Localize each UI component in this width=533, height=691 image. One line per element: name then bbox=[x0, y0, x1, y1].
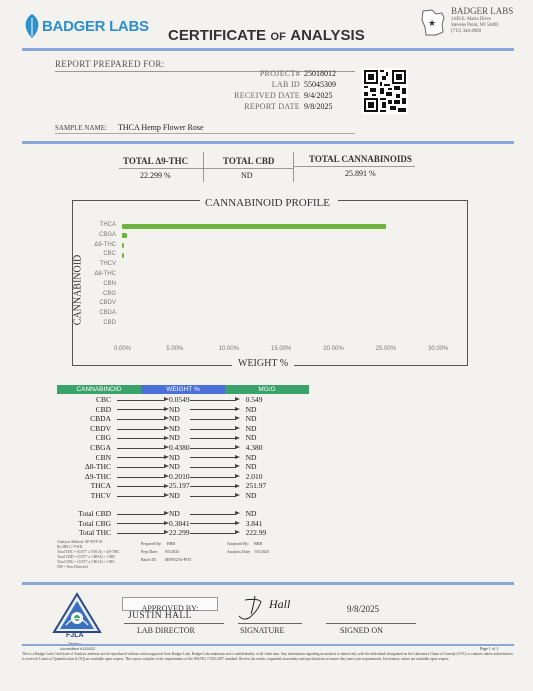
arrow-icon bbox=[117, 519, 169, 529]
chart-title: CANNABINOID PROFILE bbox=[205, 197, 330, 209]
result-row bbox=[57, 405, 296, 415]
approver-role: LAB DIRECTOR bbox=[137, 626, 195, 635]
arrow-icon bbox=[190, 491, 240, 501]
analyte-name: CBDA bbox=[90, 414, 111, 424]
result-row bbox=[57, 453, 296, 463]
bar-CBC bbox=[122, 253, 124, 258]
y-tick-label: CBD bbox=[103, 320, 116, 326]
total-thc-value: 22.299 % bbox=[140, 171, 171, 180]
arrow-icon bbox=[190, 433, 240, 443]
mg-per-gram: ND bbox=[245, 490, 257, 500]
arrow-icon bbox=[190, 443, 240, 453]
arrow-icon bbox=[190, 405, 240, 415]
weight-percent: 22.299 bbox=[169, 528, 190, 538]
sample-name-label: SAMPLE NAME: bbox=[55, 124, 107, 132]
analyte-name: CBN bbox=[95, 452, 111, 462]
analyte-name: THCA bbox=[90, 481, 111, 491]
analyte-name: Total CBD bbox=[78, 509, 111, 518]
arrow-icon bbox=[190, 453, 240, 463]
x-tick-label: 0.00% bbox=[114, 346, 132, 352]
svg-text:Hall: Hall bbox=[269, 597, 291, 611]
arrow-icon bbox=[190, 395, 240, 405]
signed-on-label: SIGNED ON bbox=[340, 626, 383, 635]
lab-id: 55045309 bbox=[304, 80, 336, 89]
arrow-icon bbox=[190, 509, 240, 519]
received-date: 9/4/2025 bbox=[304, 91, 333, 100]
table-header-weight: WEIGHT % bbox=[141, 385, 225, 394]
mg-per-gram: ND bbox=[245, 423, 257, 433]
total-row bbox=[57, 509, 296, 519]
weight-percent: ND bbox=[169, 462, 180, 472]
total-row bbox=[57, 528, 296, 538]
svg-text:★: ★ bbox=[428, 18, 437, 28]
method-notes: Analysis Method: SP-POT-03 By HPLC-VWD Total THC = (0.877 x THCA) + Δ9-THC Total CBD = (0.877 x CBDA) + CBD Total CBG = (0.877 x CBGA) + CBG ND = Non Detected bbox=[57, 540, 120, 569]
y-tick-label: CBC bbox=[103, 251, 116, 258]
result-row bbox=[57, 433, 296, 443]
total-thc-label: TOTAL Δ9-THC bbox=[123, 156, 189, 166]
arrow-icon bbox=[117, 453, 169, 463]
arrow-icon bbox=[117, 433, 169, 443]
results-totals bbox=[57, 509, 296, 538]
arrow-icon bbox=[117, 395, 169, 405]
arrow-icon bbox=[117, 509, 169, 519]
document-title: CERTIFICATE OF ANALYSIS bbox=[168, 27, 365, 44]
approver-name: JUSTIN HALL bbox=[128, 611, 192, 621]
address-line-2: Stevens Point, WI 54481 bbox=[451, 23, 499, 28]
y-tick-label: CBN bbox=[103, 280, 116, 287]
weight-percent: ND bbox=[169, 490, 180, 500]
result-row bbox=[57, 424, 296, 434]
x-tick-label: 5.00% bbox=[166, 346, 184, 352]
analyte-name: CBGA bbox=[90, 442, 111, 452]
weight-percent: ND bbox=[169, 433, 180, 443]
x-tick-label: 30.00% bbox=[428, 346, 449, 352]
weight-percent: ND bbox=[169, 414, 180, 424]
bar-THCA bbox=[122, 224, 386, 229]
table-header-mgg: MG/G bbox=[225, 385, 309, 394]
table-header-cannabinoid: CANNABINOID bbox=[57, 385, 141, 394]
total-cbd-label: TOTAL CBD bbox=[223, 156, 275, 166]
result-row bbox=[57, 462, 296, 472]
total-cannabinoids-value: 25.891 % bbox=[345, 169, 376, 178]
signature-label: SIGNATURE bbox=[240, 626, 285, 635]
arrow-icon bbox=[117, 443, 169, 453]
arrow-icon bbox=[190, 424, 240, 434]
weight-percent: ND bbox=[169, 404, 180, 414]
arrow-icon bbox=[190, 472, 240, 482]
mg-per-gram: 251.97 bbox=[245, 481, 267, 491]
analyte-name: CBG bbox=[95, 433, 111, 443]
approved-by-box: APPROVED BY: bbox=[122, 597, 218, 611]
sample-name: THCA Hemp Flower Rose bbox=[118, 123, 204, 132]
mg-per-gram: 2.010 bbox=[245, 471, 263, 481]
mg-per-gram: ND bbox=[245, 462, 257, 472]
result-row bbox=[57, 481, 296, 491]
mg-per-gram: ND bbox=[245, 452, 257, 462]
arrow-icon bbox=[190, 414, 240, 424]
mg-per-gram: 3.841 bbox=[245, 518, 263, 528]
arrow-icon bbox=[117, 472, 169, 482]
fjla-sub2: Accredited #115022 bbox=[60, 646, 96, 651]
bar-Δ9-THC bbox=[122, 243, 124, 248]
y-tick-label: THCV bbox=[99, 261, 116, 268]
arrow-icon bbox=[117, 491, 169, 501]
weight-percent: 0.3841 bbox=[169, 518, 190, 528]
arrow-icon bbox=[117, 424, 169, 434]
report-info: PROJECT# 25018012 LAB ID 55045309 RECEIVED DATE 9/4/2025 REPORT DATE 9/8/2025 bbox=[234, 69, 336, 111]
address-line-1: 1436 E. Maria Drive bbox=[451, 17, 491, 22]
footer-divider bbox=[22, 644, 514, 646]
y-tick-label: CBDV bbox=[99, 300, 116, 307]
y-tick-label: CBDA bbox=[99, 310, 116, 317]
y-tick-label: CBGA bbox=[98, 231, 116, 238]
weight-percent: 0.0549 bbox=[169, 395, 190, 404]
total-row bbox=[57, 519, 296, 529]
x-tick-label: 15.00% bbox=[271, 346, 292, 352]
address-line-3: (715) 344-4900 bbox=[451, 29, 481, 34]
analyte-name: Δ8-THC bbox=[84, 462, 111, 472]
weight-percent: 25.197 bbox=[169, 481, 190, 491]
mg-per-gram: 0.549 bbox=[245, 395, 263, 404]
result-row bbox=[57, 395, 296, 405]
chart-ylabel: CANNABINOID bbox=[72, 254, 84, 326]
total-cbd-value: ND bbox=[241, 171, 253, 180]
analyte-name: Δ9-THC bbox=[84, 471, 111, 481]
chart-xlabel: WEIGHT % bbox=[232, 358, 294, 369]
weight-percent: ND bbox=[169, 423, 180, 433]
signed-date: 9/8/2025 bbox=[347, 604, 380, 614]
y-tick-label: Δ9-THC bbox=[94, 241, 116, 248]
arrow-icon bbox=[190, 462, 240, 472]
arrow-icon bbox=[117, 414, 169, 424]
analyte-name: Total THC bbox=[78, 528, 111, 538]
mg-per-gram: 4.380 bbox=[245, 442, 263, 452]
mg-per-gram: ND bbox=[245, 414, 257, 424]
arrow-icon bbox=[190, 481, 240, 491]
y-tick-label: CBG bbox=[102, 290, 116, 297]
mg-per-gram: ND bbox=[245, 509, 257, 518]
x-tick-label: 10.00% bbox=[218, 346, 240, 352]
x-tick-label: 20.00% bbox=[323, 346, 344, 352]
x-tick-label: 25.00% bbox=[375, 346, 397, 352]
result-row bbox=[57, 472, 296, 482]
results-table bbox=[57, 395, 296, 501]
report-heading: REPORT PREPARED FOR: bbox=[55, 59, 165, 69]
arrow-icon bbox=[190, 519, 240, 529]
analyte-name: CBC bbox=[95, 395, 111, 404]
analyte-name: Total CBG bbox=[78, 518, 111, 528]
analyte-name: THCV bbox=[90, 490, 111, 500]
y-tick-label: Δ8-THC bbox=[94, 271, 116, 277]
analyte-name: CBD bbox=[95, 404, 111, 414]
fjla-accreditation-logo bbox=[52, 592, 102, 636]
approval-divider bbox=[22, 582, 514, 585]
totals-rows bbox=[57, 509, 296, 538]
arrow-icon bbox=[190, 528, 240, 538]
weight-percent: ND bbox=[169, 509, 180, 518]
arrow-icon bbox=[117, 481, 169, 491]
total-cannabinoids-label: TOTAL CANNABINOIDS bbox=[309, 154, 412, 164]
prep-notes: Prepared By: BRB Prep Date: 9/5/2025 Batch ID: SEP0525A-POT bbox=[141, 541, 192, 562]
arrow-icon bbox=[117, 462, 169, 472]
arrow-icon bbox=[117, 528, 169, 538]
fjla-label: FJLA bbox=[66, 632, 84, 639]
address-brand: BADGER LABS bbox=[451, 6, 514, 16]
brand-name: BADGER LABS bbox=[42, 18, 149, 35]
analysis-notes: Analyzed By: BRB Analysis Date: 9/5/2025 bbox=[227, 541, 269, 554]
arrow-icon bbox=[117, 405, 169, 415]
footer-disclaimer: This is a Badger Labs Certificate of Analysis and may not be reproduced without written approval from Badger Labs. Badger Labs maintains strict confidentiality of all client data. Any information regarding an analysis is shared only with the individuals designated on the Laboratory Chain of Custody (COC) or contacts unless authorization is received. Limits of Quantification (LOQ) are available upon request. This report complies to the requirements of the ISO/IEC 17025:2017 standard. Review the results, expanded uncertainty and specifications to ensure they meet your requirements. Uncertainty values are available upon request. bbox=[22, 652, 513, 661]
y-tick-label: THCA bbox=[99, 222, 116, 228]
project-number: 25018012 bbox=[304, 69, 336, 78]
report-date: 9/8/2025 bbox=[304, 102, 333, 111]
signature-image bbox=[235, 594, 305, 624]
weight-percent: 0.4380 bbox=[169, 442, 190, 452]
result-row bbox=[57, 414, 296, 424]
result-row bbox=[57, 491, 296, 501]
mg-per-gram: 222.99 bbox=[245, 528, 267, 538]
analyte-name: CBDV bbox=[90, 423, 111, 433]
mg-per-gram: ND bbox=[245, 404, 257, 414]
bar-CBGA bbox=[122, 233, 127, 238]
page-number: Page 1 of 1 bbox=[480, 646, 499, 651]
mg-per-gram: ND bbox=[245, 433, 257, 443]
weight-percent: ND bbox=[169, 452, 180, 462]
result-row bbox=[57, 443, 296, 453]
results-rows bbox=[57, 395, 296, 501]
weight-percent: 0.2010 bbox=[169, 471, 190, 481]
